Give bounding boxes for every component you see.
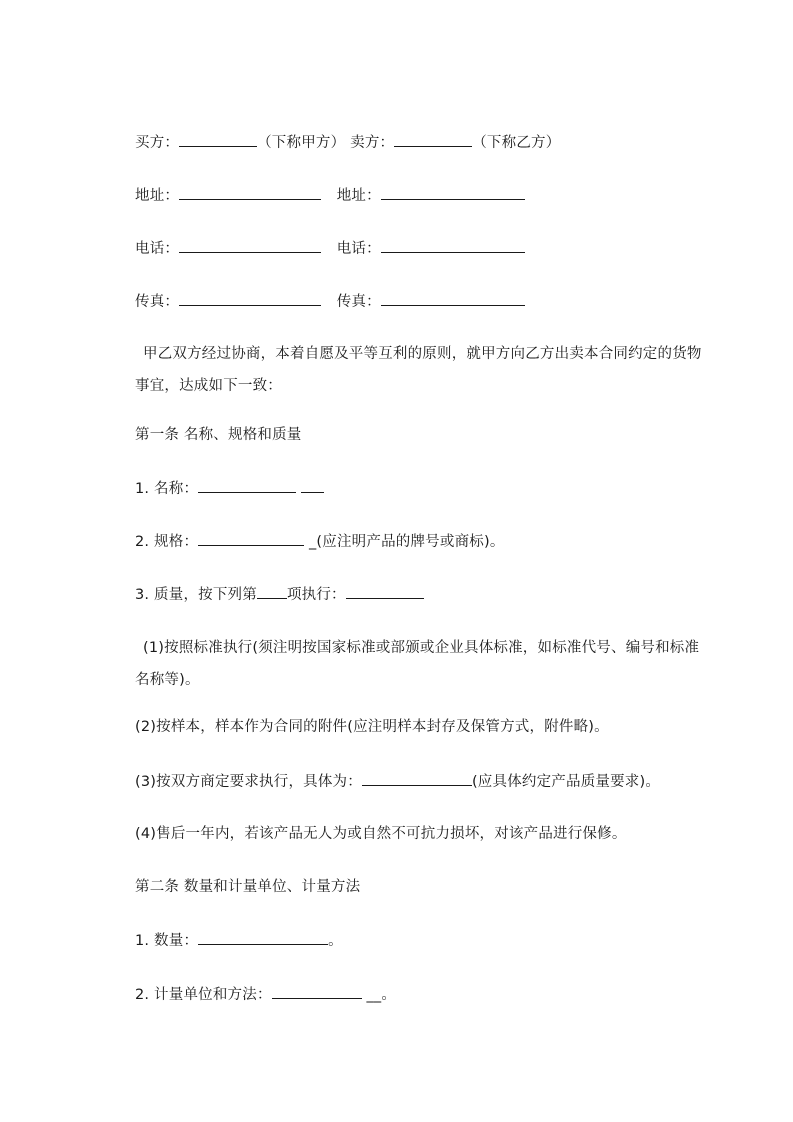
seller-blank [394,132,472,147]
seller-label: 卖方： [350,135,395,151]
address-blank-a [179,185,321,200]
phone-label-a: 电话： [135,241,180,257]
spec-label: 2. 规格： [135,534,199,550]
article2-title: 第二条 数量和计量单位、计量方法 [135,879,361,895]
quality-label: 3. 质量，按下列第 [135,587,257,603]
article2-item2 [135,984,396,1005]
sub3-blank [362,771,472,786]
quality-mid: 项执行： [286,587,346,603]
phone-blank-a [179,238,321,253]
quality-sub4: (4)售后一年内，若该产品无人为或自然不可抗力损坏，对该产品进行保修。 [135,826,627,842]
fax-blank-b [381,291,525,306]
article1-title: 第一条 名称、规格和质量 [135,427,302,443]
unit-method-suffix: __。 [366,987,397,1003]
buyer-seller-line [135,132,560,153]
phone-blank-b [381,238,525,253]
quality-sub3 [135,771,660,792]
sub3-label: (3)按双方商定要求执行，具体为： [135,774,362,790]
phone-line [135,238,525,259]
quantity-label: 1. 数量： [135,933,199,949]
phone-label-b: 电话： [336,241,381,257]
quality-sub1: (1)按照标准执行(须注明按国家标准或部颁或企业具体标准，如标准代号、编号和标准名称等)。 [135,640,700,688]
buyer-label: 买方： [135,135,180,151]
fax-label-b: 传真： [336,294,381,310]
sub3-suffix: (应具体约定产品质量要求)。 [471,774,661,790]
quantity-suffix: 。 [328,933,343,949]
spec-suffix: _(应注明产品的牌号或商标)。 [308,534,505,550]
seller-suffix: （下称乙方） [472,135,561,151]
unit-method-blank [272,984,362,999]
address-blank-b [381,185,525,200]
buyer-suffix: （下称甲方） [257,135,346,151]
buyer-blank [179,132,257,147]
quality-sub2: (2)按样本，样本作为合同的附件(应注明样本封存及保管方式，附件略)。 [135,719,609,735]
quantity-blank [198,930,328,945]
spec-blank [198,531,304,546]
article1-item2 [135,531,505,552]
address-label-a: 地址： [135,188,180,204]
name-blank [198,478,296,493]
article1-item3 [135,584,424,605]
unit-method-label: 2. 计量单位和方法： [135,987,272,1003]
article1-item1 [135,478,324,499]
address-line [135,185,525,206]
name-blank-2 [301,478,324,493]
fax-label-a: 传真： [135,294,180,310]
fax-line [135,291,525,312]
address-label-b: 地址： [336,188,381,204]
name-label: 1. 名称： [135,481,199,497]
article2-item1 [135,930,343,951]
intro-paragraph: 甲乙双方经过协商，本着自愿及平等互利的原则，就甲方向乙方出卖本合同约定的货物事宜，达成如下一致： [135,346,702,394]
quality-item-blank [257,584,287,599]
quality-blank [346,584,424,599]
fax-blank-a [179,291,321,306]
